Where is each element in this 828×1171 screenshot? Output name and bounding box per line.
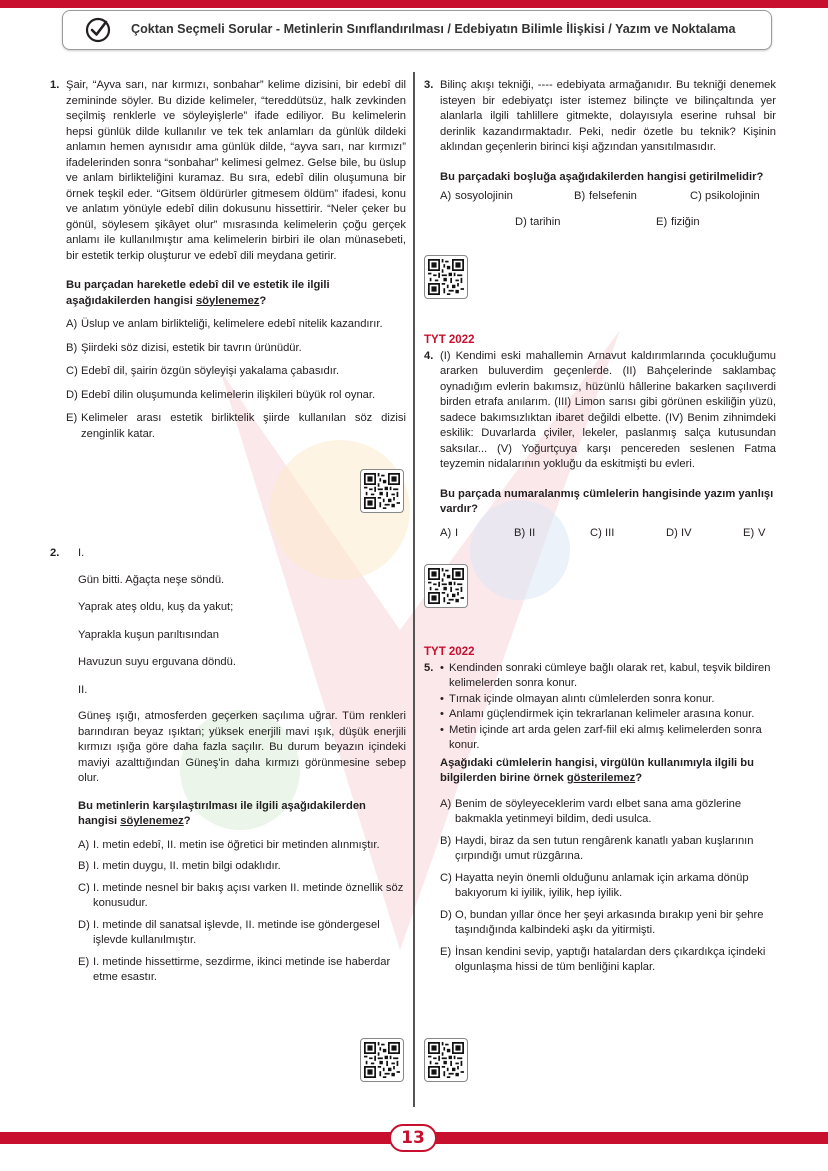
- option-c[interactable]: C) Hayatta neyin önemli olduğunu anlamak için arkama dönüp bakıyorum ki iyilik, iyilik, hep iyilik.: [440, 871, 749, 899]
- check-circle-icon: [85, 17, 111, 43]
- info-bullets: [440, 661, 776, 754]
- question-number: 1.: [50, 79, 60, 91]
- answer-options: [66, 317, 406, 442]
- page-header: [62, 10, 772, 50]
- option-d[interactable]: D) IV: [666, 526, 692, 539]
- question-text: Şair, “Ayva sarı, nar kırmızı, sonbahar” kelime dizisini, bir edebî dil zemininde söyler. Bu dizide kelimeler, “tereddütsüz, halk zevkinden seçilmiş renklerle ve söyleyişlerle” ifade ediliyor. Bu kelimelerin hepsi günlük dilde kullanılır ve tek tek anlamları da günlük dildeki anlamın hemen aynısıdır ama günlük dilde, “ayva sarı, nar kırmızı” ifadelerinden sonra “sonbahar” kelimesi gelmez. Gelse bile, bu üslup ve anlam birlikteliğini kuramaz. Bu sıra, edebî dilin oluşumuna bir örnek teşkil eder. “Gitsem öldürürler gitmesem öldüm” ifadesi, konu ve anlatım yönüyle edebî dilin dokusunu hissettirir. “Neler çeker bu gönül, söylesem şikâyet olur” mısrasında kelimelerin çoğu gerçek anlamı ile kullanılmıştır ama kelimelerin birbiri ile olan münasebeti, bir estetik terkip oluşturur ve edebî dili meydana getirir.: [66, 79, 406, 262]
- option-e[interactable]: E) Kelimeler arası estetik birliktelik şiirde kullanılan söz dizisi zenginlik katar.: [66, 412, 406, 440]
- question-4: [424, 333, 776, 546]
- bullet-item: • Kendinden sonraki cümleye bağlı olarak ret, kabul, teşvik bildiren kelimelerden sonra konur.: [440, 661, 771, 689]
- option-c[interactable]: C) I. metinde nesnel bir bakış açısı varken II. metinde öznellik söz konusudur.: [78, 881, 404, 909]
- option-e[interactable]: E) I. metinde hissettirme, sezdirme, ikinci metinde ise haberdar etme esastır.: [78, 955, 391, 983]
- bullet-item: • Anlamı güçlendirmek için tekrarlanan kelimeler arasına konur.: [440, 708, 755, 720]
- option-b[interactable]: B) Şiirdeki söz dizisi, estetik bir tavrın ürünüdür.: [66, 341, 302, 354]
- option-a[interactable]: A) I. metin edebî, II. metin ise öğretici bir metinden alınmıştır.: [78, 838, 380, 851]
- text-label-2: II.: [78, 683, 88, 696]
- answer-options: [440, 189, 776, 241]
- question-3: [424, 78, 776, 241]
- poem-line: Yaprak ateş oldu, kuş da yakut;: [78, 601, 234, 613]
- answer-options: [78, 838, 406, 986]
- question-text: Güneş ışığı, atmosferden geçerken saçılıma uğrar. Tüm renkleri barındıran beyaz ışıktan; yüksek enerjili mavi ışık, düşük enerjili kırmızı ışığa göre daha fazla saçılır. Bu durum beyazın içindeki maviyi azalttığından Güneş'in daha kırmızı görünmesine sebep olur.: [78, 710, 406, 784]
- page-number: 13: [389, 1124, 437, 1152]
- option-d[interactable]: D) I. metinde dil sanatsal işlevde, II. metinde ise göndergesel işlevde kullanılmıştır.: [78, 918, 380, 946]
- qr-code-icon[interactable]: [424, 1038, 468, 1082]
- question-number: 2.: [50, 547, 60, 559]
- option-c[interactable]: C) psikolojinin: [690, 190, 760, 202]
- option-c[interactable]: C) III: [590, 526, 615, 539]
- poem: [78, 573, 406, 671]
- poem-line: Gün bitti. Ağaçta neşe söndü.: [78, 573, 225, 586]
- option-e[interactable]: E) fiziğin: [656, 216, 700, 228]
- option-a[interactable]: A) sosyolojinin: [440, 190, 513, 202]
- poem-line: Havuzun suyu erguvana döndü.: [78, 656, 236, 668]
- question-stem: Bu parçadan hareketle edebî dil ve estetik ile ilgili aşağıdakilerden hangisi söylenemez?: [66, 279, 330, 307]
- exam-tag: TYT 2022: [424, 334, 475, 346]
- qr-code-icon[interactable]: [424, 564, 468, 608]
- answer-options: [440, 526, 776, 546]
- qr-code-icon[interactable]: [424, 255, 468, 299]
- option-a[interactable]: A) Üslup ve anlam birlikteliği, kelimelere edebî nitelik kazandırır.: [66, 318, 383, 330]
- question-number: 5.: [424, 661, 434, 674]
- bullet-item: • Tırnak içinde olmayan alıntı cümlelerden sonra konur.: [440, 692, 715, 705]
- text-label-1: I.: [78, 547, 85, 559]
- question-5: [424, 645, 776, 976]
- question-number: 3.: [424, 79, 434, 91]
- top-red-bar: [0, 0, 828, 8]
- exam-tag: TYT 2022: [424, 646, 475, 658]
- option-c[interactable]: C) Edebî dil, şairin özgün söyleyişi yakalama çabasıdır.: [66, 365, 340, 377]
- qr-code-icon[interactable]: [360, 1038, 404, 1082]
- question-stem: Aşağıdaki cümlelerin hangisi, virgülün kullanımıyla ilgili bu bilgilerden birine örnek gösterilemez?: [440, 756, 754, 784]
- option-b[interactable]: B) felsefenin: [574, 190, 637, 202]
- qr-code-icon[interactable]: [360, 469, 404, 513]
- bullet-item: • Metin içinde art arda gelen zarf-fiil eki almış kelimelerden sonra konur.: [440, 723, 762, 751]
- question-number: 4.: [424, 349, 434, 362]
- option-e[interactable]: E) İnsan kendini sevip, yaptığı hatalardan ders çıkardıkça içindeki olgunlaşma hissi de tüm benliğini kaplar.: [440, 945, 766, 973]
- question-2: [50, 546, 406, 986]
- option-b[interactable]: B) I. metin duygu, II. metin bilgi odaklıdır.: [78, 860, 281, 872]
- option-a[interactable]: A) Benim de söyleyeceklerim vardı elbet sana ama gözlerine bakmakla yetinmeyi bildim, dedi usulca.: [440, 797, 742, 825]
- page-title: Çoktan Seçmeli Sorular - Metinlerin Sınıflandırılması / Edebiyatın Bilimle İlişkisi / Yazım ve Noktalama: [131, 22, 736, 36]
- question-text: (I) Kendimi eski mahallemin Arnavut kaldırımlarında çocukluğumu ararken buluverdim geçenlerde. (II) Bahçelerinde saklambaç oynadığım evlerin bakımsız, hüzünlü hâllerine bakarken saçılıverdi birden etrafa anılarım. (III) Limon sarısı gibi görünen eskiliğin yüzü, sadece bakımsızlıktan ibaret değildi elbette. (IV) Benim zihnimdeki eskilik: Duvarlarda çiviler, lekeler, paslanmış salça kutusundan saksılar... (V) Yoğurtçuya karşı pencereden seslenen Fatma teyzemin nidalarının yokluğu da eskitmişti bu evleri.: [440, 349, 776, 470]
- column-divider: [413, 72, 415, 1107]
- answer-options: [440, 797, 776, 976]
- option-e[interactable]: E) V: [743, 526, 766, 539]
- question-1: [50, 78, 406, 442]
- option-d[interactable]: D) Edebî dilin oluşumunda kelimelerin ilişkileri büyük rol oynar.: [66, 388, 376, 401]
- option-d[interactable]: D) O, bundan yıllar önce her şeyi arkasında bırakıp yeni bir şehre taşındığında kalbindeki aşkı da yitirmişti.: [440, 908, 764, 936]
- question-stem: Bu metinlerin karşılaştırılması ile ilgili aşağıdakilerden hangisi söylenemez?: [78, 799, 366, 827]
- option-a[interactable]: A) I: [440, 526, 459, 539]
- question-stem: Bu parçada numaralanmış cümlelerin hangisinde yazım yanlışı vardır?: [440, 487, 774, 515]
- poem-line: Yaprakla kuşun parıltısından: [78, 628, 219, 641]
- option-b[interactable]: B) II: [514, 526, 536, 539]
- option-b[interactable]: B) Haydi, biraz da sen tutun rengârenk kanatlı yaban kuşlarının çırpındığı umut rüzgârına.: [440, 834, 754, 862]
- question-text: Bilinç akışı tekniği, ---- edebiyata armağanıdır. Bu tekniği denemek isteyen bir edebiyatçı ister istemez bilinçte ve bilinçaltında yer alanlarla ilgili tahlillere gitmekte, dolayısıyla eserine ruhsal bir derinlik kazandırmaktadır. Peki, nedir özetle bu teknik? Kişinin aklından geçenlerin birinci kişi ağzından yansıtılmasıdır.: [440, 79, 776, 153]
- question-stem: Bu parçadaki boşluğa aşağıdakilerden hangisi getirilmelidir?: [440, 170, 764, 183]
- option-d[interactable]: D) tarihin: [515, 216, 561, 228]
